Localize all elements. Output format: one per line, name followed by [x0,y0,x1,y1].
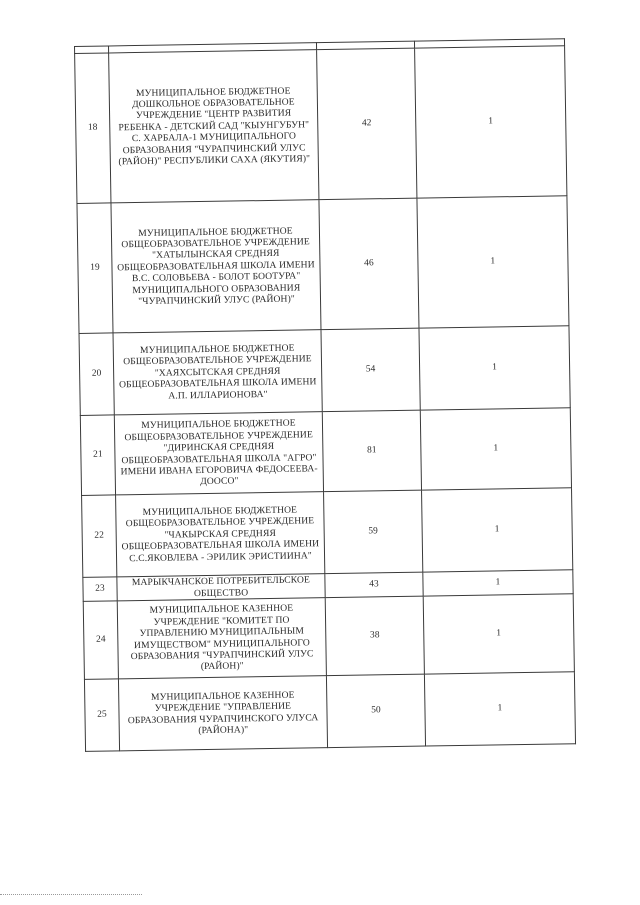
value-count: 43 [325,572,423,598]
value-quantity: 1 [423,594,574,674]
row-number: 23 [83,577,117,602]
table-row [79,326,570,416]
row-number: 18 [75,53,111,204]
value-count: 46 [319,198,419,330]
organization-name: МУНИЦИПАЛЬНОЕ БЮДЖЕТНОЕ ОБЩЕОБРАЗОВАТЕЛЬНОЕ УЧРЕЖДЕНИЕ "ЧАКЫРСКАЯ СРЕДНЯЯ ОБЩЕОБРАЗОВАТЕЛЬНАЯ ШКОЛА ИМЕНИ С.С.ЯКОВЛЕВА - ЭРИЛИК ЭРИСТИИНА" [116,492,325,577]
row-number: 24 [83,601,118,680]
row-number: 22 [82,495,117,578]
value-count: 59 [324,490,423,574]
value-count: 54 [321,328,420,412]
table-row [83,594,574,680]
value-count: 81 [322,410,421,492]
organization-name: МУНИЦИПАЛЬНОЕ КАЗЕННОЕ УЧРЕЖДЕНИЕ "УПРАВЛЕНИЕ ОБРАЗОВАНИЯ ЧУРАПЧИНСКОГО УЛУСА (РАЙОНА)" [118,676,327,751]
table-container [74,38,576,752]
row-number: 19 [77,203,113,334]
value-quantity: 1 [420,408,571,490]
organization-name: МУНИЦИПАЛЬНОЕ БЮДЖЕТНОЕ ДОШКОЛЬНОЕ ОБРАЗОВАТЕЛЬНОЕ УЧРЕЖДЕНИЕ "ЦЕНТР РАЗВИТИЯ РЕБЕНКА - ДЕТСКИЙ САД "КЫУНГУБУН" С. ХАРБАЛА-1 МУНИЦИПАЛЬНОГО ОБРАЗОВАНИЯ "ЧУРАПЧИНСКИЙ УЛУС (РАЙОН)" РЕСПУБЛИКИ САХА (ЯКУТИЯ)" [109,50,319,203]
value-count: 42 [317,48,417,200]
value-quantity: 1 [423,570,573,596]
value-quantity: 1 [417,196,569,328]
value-quantity: 1 [419,326,570,410]
value-quantity: 1 [422,488,573,572]
organization-name: МУНИЦИПАЛЬНОЕ БЮДЖЕТНОЕ ОБЩЕОБРАЗОВАТЕЛЬНОЕ УЧРЕЖДЕНИЕ "ХАЯХСЫТСКАЯ СРЕДНЯЯ ОБЩЕОБРАЗОВАТЕЛЬНАЯ ШКОЛА ИМЕНИ А.П. ИЛЛАРИОНОВА" [113,330,322,415]
organization-name: МАРЫКЧАНСКОЕ ПОТРЕБИТЕЛЬСКОЕ ОБЩЕСТВО [117,574,325,601]
value-quantity: 1 [424,672,575,746]
table-row [84,672,575,752]
organizations-table [74,38,576,752]
table-row [77,196,569,334]
table-row [82,488,573,578]
value-quantity: 1 [415,46,567,198]
value-count: 50 [326,674,425,748]
row-number: 20 [79,333,114,416]
table-row [80,408,571,496]
row-number: 25 [84,679,119,752]
organization-name: МУНИЦИПАЛЬНОЕ КАЗЕННОЕ УЧРЕЖДЕНИЕ "КОМИТЕТ ПО УПРАВЛЕНИЮ МУНИЦИПАЛЬНЫМ ИМУЩЕСТВОМ" МУНИЦИПАЛЬНОГО ОБРАЗОВАНИЯ "ЧУРАПЧИНСКИЙ УЛУС (РАЙОН)" [117,598,326,679]
scan-edge-line [0,894,142,895]
row-number: 21 [80,415,115,496]
organization-name: МУНИЦИПАЛЬНОЕ БЮДЖЕТНОЕ ОБЩЕОБРАЗОВАТЕЛЬНОЕ УЧРЕЖДЕНИЕ "ДИРИНСКАЯ СРЕДНЯЯ ОБЩЕОБРАЗОВАТЕЛЬНАЯ ШКОЛА "АГРО" ИМЕНИ ИВАНА ЕГОРОВИЧА ФЕДОСЕЕВА-ДООСО" [114,412,323,495]
value-count: 38 [325,596,424,676]
table-row [75,46,567,204]
organization-name: МУНИЦИПАЛЬНОЕ БЮДЖЕТНОЕ ОБЩЕОБРАЗОВАТЕЛЬНОЕ УЧРЕЖДЕНИЕ "ХАТЫЛЫНСКАЯ СРЕДНЯЯ ОБЩЕОБРАЗОВАТЕЛЬНАЯ ШКОЛА ИМЕНИ В.С. СОЛОВЬЕВА - БОЛОТ БООТУРА" МУНИЦИПАЛЬНОГО ОБРАЗОВАНИЯ "ЧУРАПЧИНСКИЙ УЛУС (РАЙОН)" [111,200,321,333]
